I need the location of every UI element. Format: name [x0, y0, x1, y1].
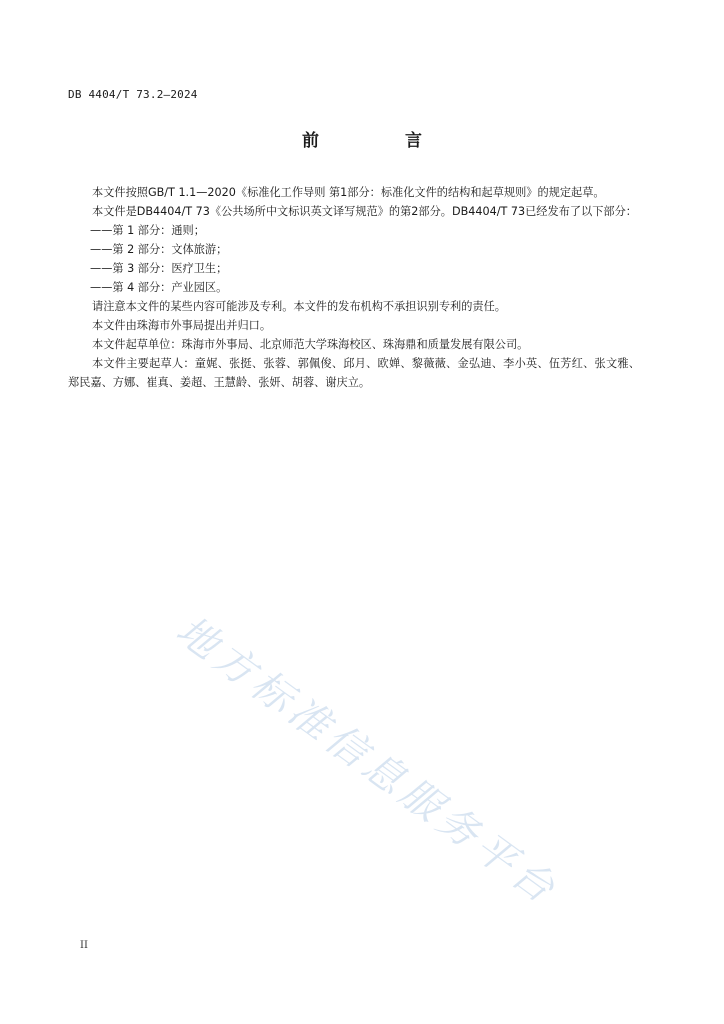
- paragraph-proposer: 本文件由珠海市外事局提出并归口。: [92, 319, 272, 332]
- watermark: 地方标准信息服务平台: [167, 607, 567, 915]
- document-number: DB 4404/T 73.2—2024: [68, 88, 198, 101]
- page-number: II: [80, 940, 88, 951]
- foreword-body: [68, 183, 640, 392]
- list-item-part-4: ——第 4 部分：产业园区。: [90, 281, 228, 294]
- list-item-part-1: ——第 1 部分：通则；: [90, 224, 205, 237]
- paragraph-drafting-units: 本文件起草单位：珠海市外事局、北京师范大学珠海校区、珠海鼎和质量发展有限公司。: [92, 338, 529, 351]
- paragraph-series-part: 本文件是DB4404/T 73《公共场所中文标识英文译写规范》的第2部分。DB4404/T 73已经发布了以下部分：: [92, 205, 637, 218]
- list-item-part-2: ——第 2 部分：文体旅游；: [90, 243, 228, 256]
- paragraph-patent-notice: 请注意本文件的某些内容可能涉及专利。本文件的发布机构不承担识别专利的责任。: [92, 300, 506, 313]
- list-item-part-3: ——第 3 部分：医疗卫生；: [90, 262, 228, 275]
- section-title: 前 言: [302, 131, 462, 151]
- paragraph-drafters: 本文件主要起草人：童娓、张挺、张蓉、郭佩俊、邱月、欧婵、黎薇薇、金弘迪、李小英、伍芳红、张文雅、郑民嘉、方娜、崔真、姜超、王慧龄、张妍、胡蓉、谢庆立。: [68, 357, 640, 389]
- paragraph-drafting-basis: 本文件按照GB/T 1.1—2020《标准化工作导则 第1部分：标准化文件的结构和起草规则》的规定起草。: [92, 186, 605, 199]
